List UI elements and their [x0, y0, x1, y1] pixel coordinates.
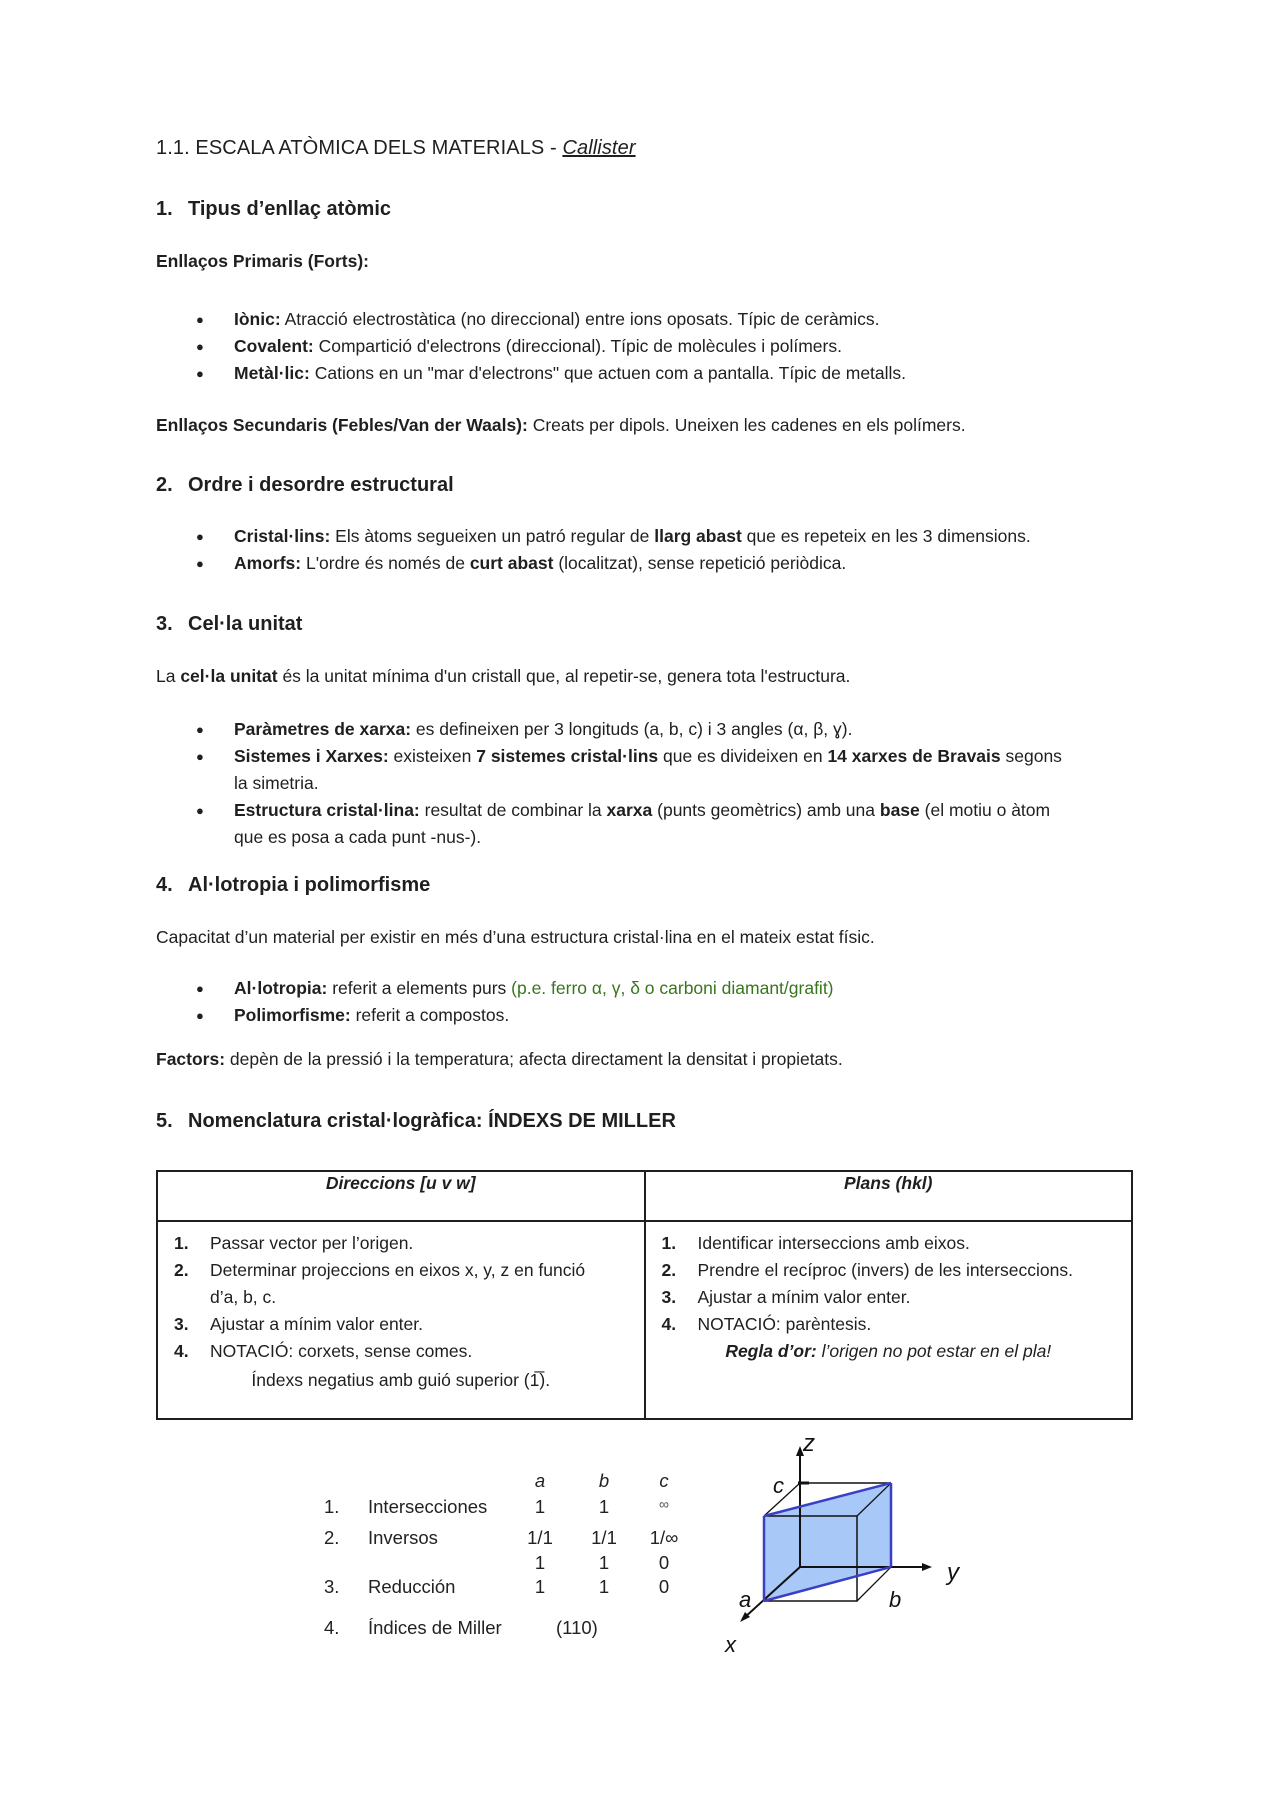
list-item	[190, 550, 1031, 577]
title-author-link[interactable]: Callister	[562, 137, 636, 159]
list-item	[190, 306, 906, 333]
section-number: 4.	[156, 874, 173, 896]
planes-cell	[645, 1221, 1133, 1419]
bullet-text: (punts geomètrics) amb una	[652, 800, 880, 820]
bullet-text: resultat de combinar la	[419, 800, 607, 820]
column-header-directions: Direccions [u v w]	[157, 1171, 645, 1221]
step-number: 3.	[661, 1287, 677, 1307]
value-a: 1	[534, 1576, 546, 1597]
section-number: 1.	[156, 198, 173, 220]
step-number: 1.	[174, 1233, 189, 1253]
bullet-text: que es posa a cada punt -nus-).	[234, 827, 482, 847]
paragraph-emphasis: cel·la unitat	[180, 666, 278, 686]
bullet-emphasis: llarg abast	[654, 526, 742, 546]
directions-steps	[170, 1230, 632, 1365]
bullet-term: Polimorfisme:	[234, 1005, 351, 1025]
bullet-text: Cations en un "mar d'electrons" que actuen com a pantalla. Típic de metalls.	[309, 363, 907, 383]
bullet-emphasis: base	[879, 800, 920, 820]
step-text: NOTACIÓ: parèntesis.	[697, 1314, 872, 1334]
bullet-text: que es divideixen en	[658, 746, 828, 766]
step-text: NOTACIÓ: corxets, sense comes.	[210, 1341, 473, 1361]
golden-rule-note	[658, 1338, 1120, 1365]
step-number: 4.	[661, 1314, 677, 1334]
value-c: ∞	[659, 1496, 669, 1512]
step-item	[658, 1311, 1120, 1338]
bullet-text: existeixen	[388, 746, 477, 766]
bullet-term: Covalent:	[234, 336, 314, 356]
planes-steps	[658, 1230, 1120, 1338]
column-header-planes: Plans (hkl)	[645, 1171, 1133, 1221]
unit-cell-list	[190, 716, 1062, 851]
factors-paragraph	[156, 1049, 843, 1070]
section-number: 3.	[156, 613, 173, 635]
step-item	[658, 1284, 1120, 1311]
miller-index-value: (110)	[556, 1617, 598, 1638]
bullet-text: referit a elements purs	[327, 978, 512, 998]
bullet-term: Paràmetres de xarxa:	[234, 719, 412, 739]
order-list	[190, 523, 1031, 577]
row-label: Índices de Miller	[368, 1617, 502, 1638]
bullet-text: es defineixen per 3 longituds (a, b, c) i 3 angles (α, β, ɣ).	[411, 719, 853, 739]
step-text: d’a, b, c.	[210, 1287, 277, 1307]
bullet-emphasis: 7 sistemes cristal·lins	[476, 746, 659, 766]
list-item	[190, 523, 1031, 550]
b-intercept-label: b	[889, 1587, 902, 1612]
document-title	[156, 137, 636, 160]
step-text: Passar vector per l’origen.	[210, 1233, 414, 1253]
section-title: Ordre i desordre estructural	[188, 474, 454, 496]
step-item	[170, 1257, 632, 1311]
bullet-text: (el motiu o àtom	[919, 800, 1051, 820]
step-number: 3.	[174, 1314, 189, 1334]
step-number: 4.	[174, 1341, 189, 1361]
primary-bonds-subheading: Enllaços Primaris (Forts):	[156, 251, 369, 271]
value-b: 1	[598, 1496, 610, 1517]
row-number: 3.	[324, 1576, 340, 1597]
list-item	[190, 333, 906, 360]
step-item	[170, 1230, 632, 1257]
bullet-term: Sistemes i Xarxes:	[234, 746, 389, 766]
step-text: Determinar projeccions en eixos x, y, z en funció	[210, 1260, 586, 1280]
bullet-text: L'ordre és només de	[301, 553, 470, 573]
row-label: Intersecciones	[368, 1496, 488, 1517]
step-item	[658, 1257, 1120, 1284]
title-text: 1.1. ESCALA ATÒMICA DELS MATERIALS -	[156, 137, 563, 159]
step-text: Ajustar a mínim valor enter.	[697, 1287, 911, 1307]
paragraph-text: La	[156, 666, 181, 686]
bullet-text: (localitzat), sense repetició periòdica.	[553, 553, 847, 573]
section-4-heading	[156, 874, 430, 897]
paragraph-term: Enllaços Secundaris (Febles/Van der Waals):	[156, 415, 528, 435]
directions-note: Índexs negatius amb guió superior (1̅).	[251, 1370, 551, 1390]
miller-index-table	[156, 1170, 1133, 1420]
column-a: a	[534, 1470, 546, 1491]
paragraph-text: Creats per dipols. Uneixen les cadenes en els polímers.	[527, 415, 966, 435]
section-5-heading	[156, 1110, 676, 1133]
value-a: 1	[534, 1496, 546, 1517]
bullet-emphasis: 14 xarxes de Bravais	[827, 746, 1001, 766]
step-text: Identificar interseccions amb eixos.	[697, 1233, 970, 1253]
bullet-text: Compartició d'electrons (direccional). Típic de molècules i polímers.	[313, 336, 842, 356]
bullet-text: Atracció electrostàtica (no direccional) entre ions oposats. Típic de ceràmics.	[280, 309, 880, 329]
paragraph-text: és la unitat mínima d'un cristall que, al repetir-se, genera tota l'estructura.	[277, 666, 851, 686]
secondary-bonds-paragraph	[156, 415, 966, 436]
step-number: 2.	[661, 1260, 677, 1280]
bullet-text: Els àtoms segueixen un patró regular de	[330, 526, 655, 546]
value-a: 1	[534, 1552, 546, 1573]
row-label: Inversos	[368, 1527, 438, 1548]
paragraph-term: Factors:	[156, 1049, 226, 1069]
row-number: 2.	[324, 1527, 340, 1548]
row-number: 4.	[324, 1617, 340, 1638]
column-b: b	[598, 1470, 610, 1491]
example-note: (p.e. ferro α, γ, δ o carboni diamant/grafit)	[511, 978, 834, 998]
row-label: Reducción	[368, 1576, 456, 1597]
step-number: 1.	[661, 1233, 677, 1253]
y-axis-label: y	[947, 1559, 959, 1586]
bullet-text: la simetria.	[234, 773, 319, 793]
section-title: Tipus d’enllaç atòmic	[188, 198, 392, 220]
note-term: Regla d’or:	[725, 1341, 817, 1361]
list-item	[190, 975, 834, 1002]
z-axis-label: z	[803, 1430, 815, 1457]
unit-cell-intro	[156, 666, 850, 687]
step-text: Ajustar a mínim valor enter.	[210, 1314, 423, 1334]
list-item	[190, 1002, 834, 1029]
value-b: 1	[598, 1576, 610, 1597]
value-c: 0	[658, 1552, 670, 1573]
value-b: 1	[598, 1552, 610, 1573]
step-number: 2.	[174, 1260, 189, 1280]
section-number: 2.	[156, 474, 173, 496]
column-c: c	[659, 1470, 669, 1491]
list-item	[190, 797, 1062, 851]
bullet-term: Amorfs:	[234, 553, 302, 573]
bullet-term: Al·lotropia:	[234, 978, 328, 998]
value-a: 1/1	[527, 1527, 553, 1548]
step-text: Prendre el recíproc (invers) de les interseccions.	[697, 1260, 1073, 1280]
section-1-heading	[156, 198, 391, 221]
x-axis-label: x	[725, 1632, 736, 1657]
a-intercept-label: a	[739, 1587, 752, 1612]
bullet-emphasis: curt abast	[469, 553, 554, 573]
note-text: l’origen no pot estar en el pla!	[816, 1341, 1052, 1361]
bullet-text: segons	[1000, 746, 1062, 766]
c-intercept-label: c	[773, 1473, 784, 1498]
bullet-term: Cristal·lins:	[234, 526, 331, 546]
section-title: Cel·la unitat	[188, 613, 303, 635]
bullet-term: Estructura cristal·lina:	[234, 800, 420, 820]
row-number: 1.	[324, 1496, 340, 1517]
section-number: 5.	[156, 1110, 173, 1132]
section-3-heading	[156, 613, 302, 636]
primary-bonds-list	[190, 306, 906, 387]
bullet-term: Metàl·lic:	[234, 363, 310, 383]
directions-cell	[157, 1221, 645, 1419]
bullet-term: Iònic:	[234, 309, 281, 329]
list-item	[190, 743, 1062, 797]
allotropy-intro: Capacitat d’un material per existir en més d’una estructura cristal·lina en el mateix estat físic.	[156, 927, 875, 947]
step-item	[170, 1338, 632, 1365]
value-c: 1/∞	[649, 1527, 679, 1548]
allotropy-list	[190, 975, 834, 1029]
bullet-emphasis: xarxa	[606, 800, 653, 820]
step-item	[658, 1230, 1120, 1257]
value-c: 0	[658, 1576, 670, 1597]
bullet-text: referit a compostos.	[350, 1005, 510, 1025]
section-2-heading	[156, 474, 454, 497]
step-item	[170, 1311, 632, 1338]
list-item	[190, 360, 906, 387]
section-title: Al·lotropia i polimorfisme	[188, 874, 431, 896]
unit-cell-plane-diagram	[720, 1430, 980, 1660]
value-b: 1/1	[591, 1527, 617, 1548]
section-title: Nomenclatura cristal·logràfica: ÍNDEXS DE MILLER	[188, 1110, 676, 1132]
list-item	[190, 716, 1062, 743]
paragraph-text: depèn de la pressió i la temperatura; afecta directament la densitat i propietats.	[225, 1049, 843, 1069]
bullet-text: que es repeteix en les 3 dimensions.	[741, 526, 1031, 546]
